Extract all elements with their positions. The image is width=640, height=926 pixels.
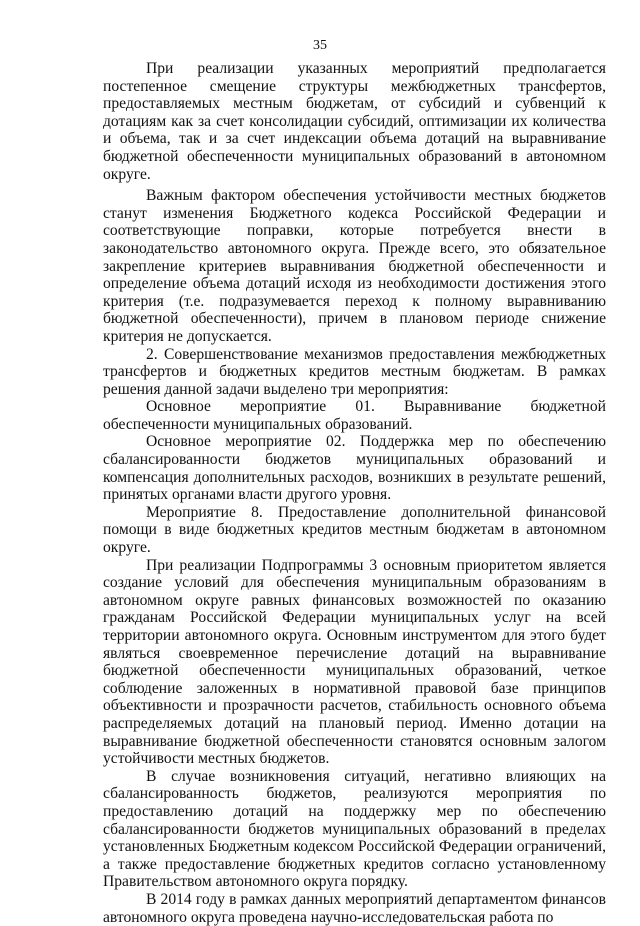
paragraph-2: Важным фактором обеспечения устойчивости местных бюджетов станут изменения Бюджетного кодекса Российской Федерации и соответствующие поправки, которые потребуется внести в законодательство автономного округа. Прежде всего, это обязательное закрепление критериев выравнивания бюджетной обеспеченности и определение объема дотаций исходя из необходимости достижения этого критерия (т.е. подразумевается переход к полному выравниванию бюджетной обеспеченности), причем в плановом периоде снижение критерия не допускается. [103,187,606,345]
paragraph-1: При реализации указанных мероприятий предполагается постепенное смещение структуры межбюджетных трансфертов, предоставляемых местным бюджетам, от субсидий и субвенций к дотациям как за счет консолидации субсидий, оптимизации их количества и объема, так и за счет индексации объема дотаций на выравнивание бюджетной обеспеченности муниципальных образований в автономном округе. [103,60,606,183]
paragraph-4: Основное мероприятие 01. Выравнивание бюджетной обеспеченности муниципальных образований. [103,398,606,433]
page-number: 35 [313,38,327,53]
paragraph-5: Основное мероприятие 02. Поддержка мер по обеспечению сбалансированности бюджетов муниципальных образований и компенсация дополнительных расходов, возникших в результате решений, принятых органами власти другого уровня. [103,433,606,504]
document-body [103,60,606,926]
paragraph-9: В 2014 году в рамках данных мероприятий департаментом финансов автономного округа проведена научно-исследовательская работа по [103,890,606,926]
paragraph-8: В случае возникновения ситуаций, негативно влияющих на сбалансированность бюджетов, реализуются мероприятия по предоставлению дотаций на поддержку мер по обеспечению сбалансированности бюджетов муниципальных образований в пределах установленных Бюджетным кодексом Российской Федерации ограничений, а также предоставление бюджетных кредитов согласно установленному Правительством автономного округа порядку. [103,767,606,891]
paragraph-3: 2. Совершенствование механизмов предоставления межбюджетных трансфертов и бюджетных кредитов местным бюджетам. В рамках решения данной задачи выделено три мероприятия: [103,345,606,398]
paragraph-7: При реализации Подпрограммы 3 основным приоритетом является создание условий для обеспечения муниципальным образованиям в автономном округе равных финансовых возможностей по оказанию гражданам Российской Федерации муниципальных услуг на всей территории автономного округа. Основным инструментом для этого будет являться своевременное перечисление дотаций на выравнивание бюджетной обеспеченности муниципальных образований, четкое соблюдение заложенных в нормативной правовой базе принципов объективности и прозрачности расчетов, стабильность основного объема распределяемых дотаций на плановый период. Именно дотации на выравнивание бюджетной обеспеченности становятся основным залогом устойчивости местных бюджетов. [103,556,606,768]
paragraph-6: Мероприятие 8. Предоставление дополнительной финансовой помощи в виде бюджетных кредитов местным бюджетам в автономном округе. [103,503,606,557]
